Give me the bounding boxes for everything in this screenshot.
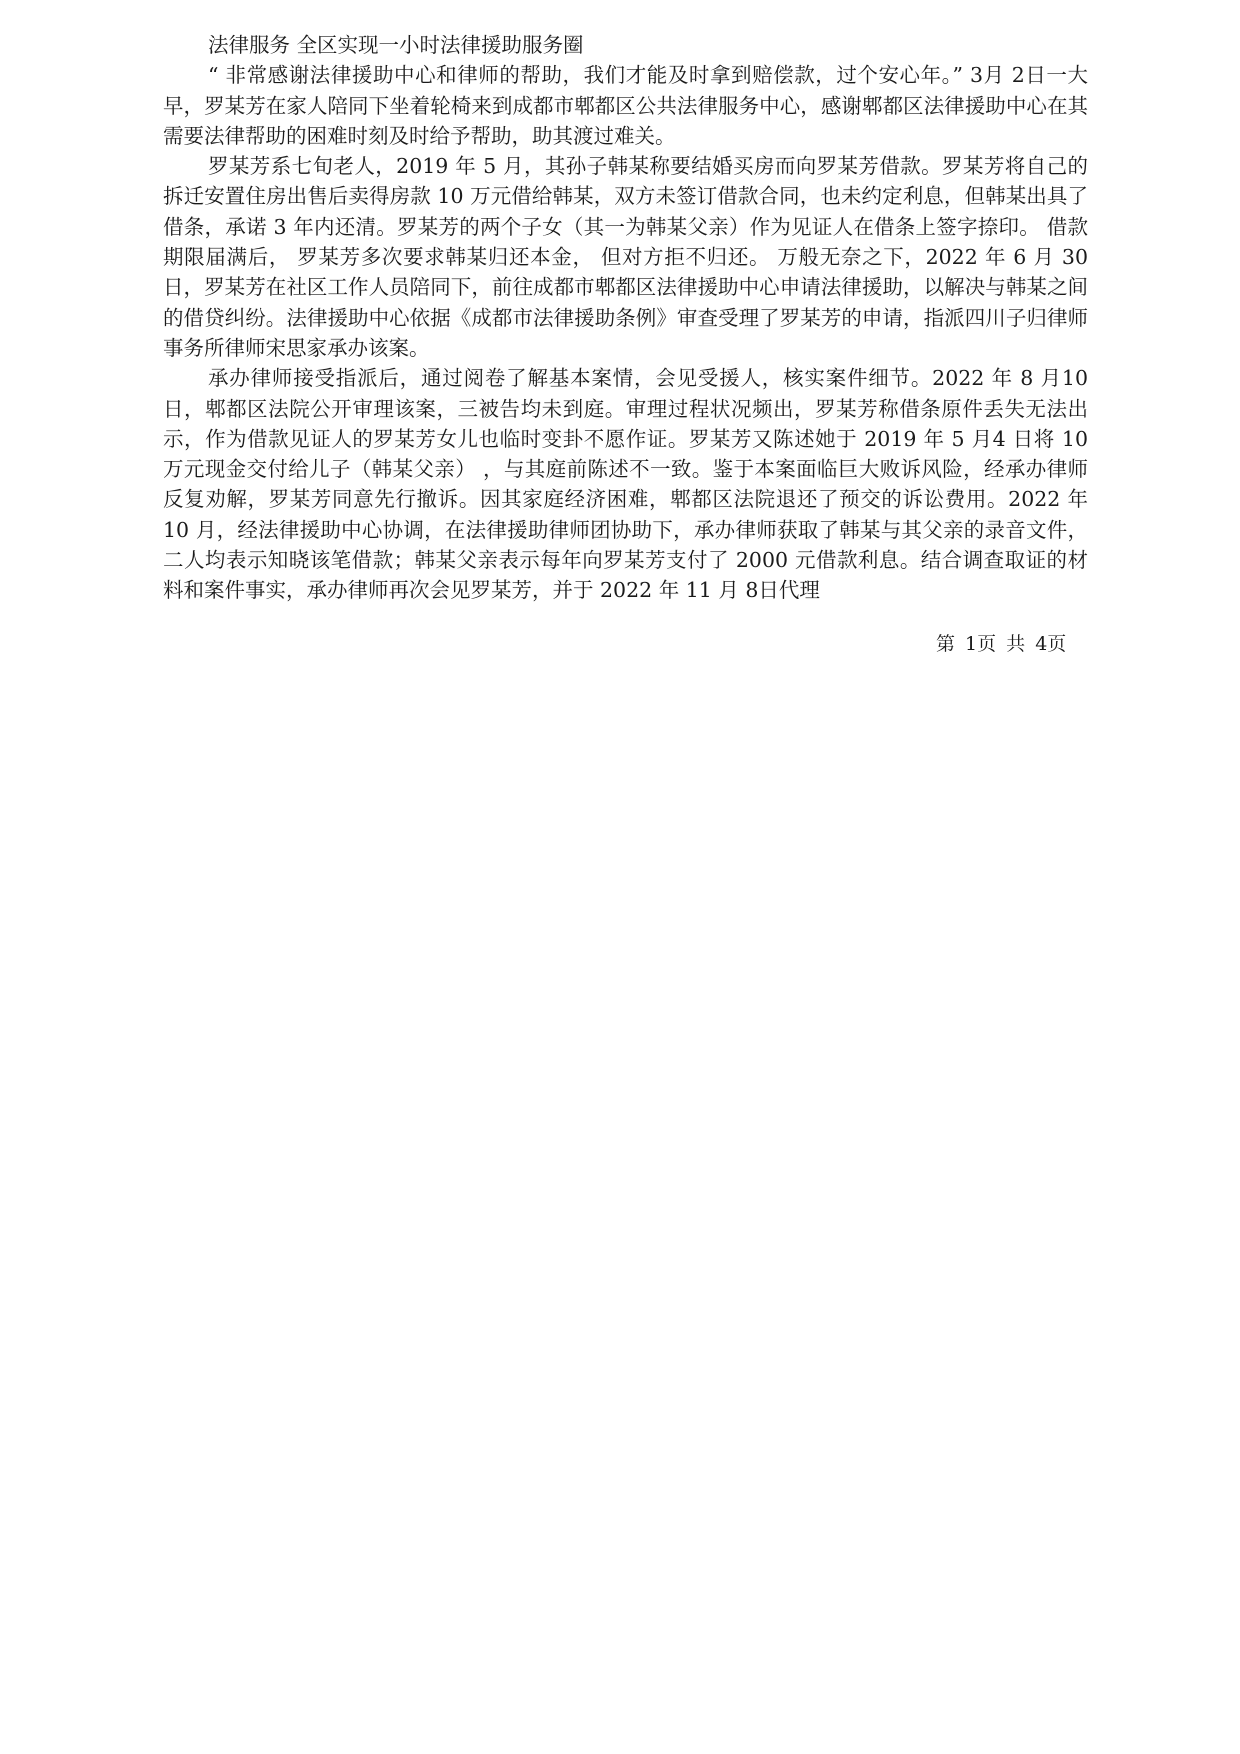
paragraph-background: 罗某芳系七旬老人，2019 年 5 月，其孙子韩某称要结婚买房而向罗某芳借款。罗某芳将自己的拆迁安置住房出售后卖得房款 10 万元借给韩某，双方未签订借款合同，也未约定利息，但韩某出具了借条，承诺 3 年内还清。罗某芳的两个子女（其一为韩某父亲）作为见证人在借条上签字捺印。 借款期限届满后， 罗某芳多次要求韩某归还本金， 但对方拒不归还。 万般无奈之下，2022 年 6 月 30 日，罗某芳在社区工作人员陪同下，前往成都市郫都区法律援助中心申请法律援助，以解决与韩某之间的借贷纠纷。法律援助中心依据《成都市法律援助条例》审查受理了罗某芳的申请，指派四川子归律师事务所律师宋思家承办该案。	[163, 154, 1088, 360]
page-number-footer: 第 1页 共 4页	[936, 633, 1067, 655]
paragraph-handling: 承办律师接受指派后，通过阅卷了解基本案情，会见受援人，核实案件细节。2022 年 8 月10 日，郫都区法院公开审理该案，三被告均未到庭。审理过程状况频出，罗某芳称借条原件丢失无法出示，作为借款见证人的罗某芳女儿也临时变卦不愿作证。罗某芳又陈述她于 2019 年 5 月4 日将 10 万元现金交付给儿子（韩某父亲） ，与其庭前陈述不一致。鉴于本案面临巨大败诉风险，经承办律师反复劝解，罗某芳同意先行撤诉。因其家庭经济困难，郫都区法院退还了预交的诉讼费用。2022 年 10 月，经法律援助中心协调，在法律援助律师团协助下，承办律师获取了韩某与其父亲的录音文件，二人均表示知晓该笔借款；韩某父亲表示每年向罗某芳支付了 2000 元借款利息。结合调查取证的材料和案件事实，承办律师再次会见罗某芳，并于 2022 年 11 月 8日代理	[163, 366, 1088, 603]
document-title-line: 法律服务 全区实现一小时法律援助服务圈	[208, 33, 584, 57]
document-body	[163, 30, 1088, 606]
paragraph-intro: “ 非常感谢法律援助中心和律师的帮助，我们才能及时拿到赔偿款，过个安心年。” 3月 2日一大早，罗某芳在家人陪同下坐着轮椅来到成都市郫都区公共法律服务中心，感谢郫都区法律援助中心在其需要法律帮助的困难时刻及时给予帮助，助其渡过难关。	[163, 63, 1088, 148]
